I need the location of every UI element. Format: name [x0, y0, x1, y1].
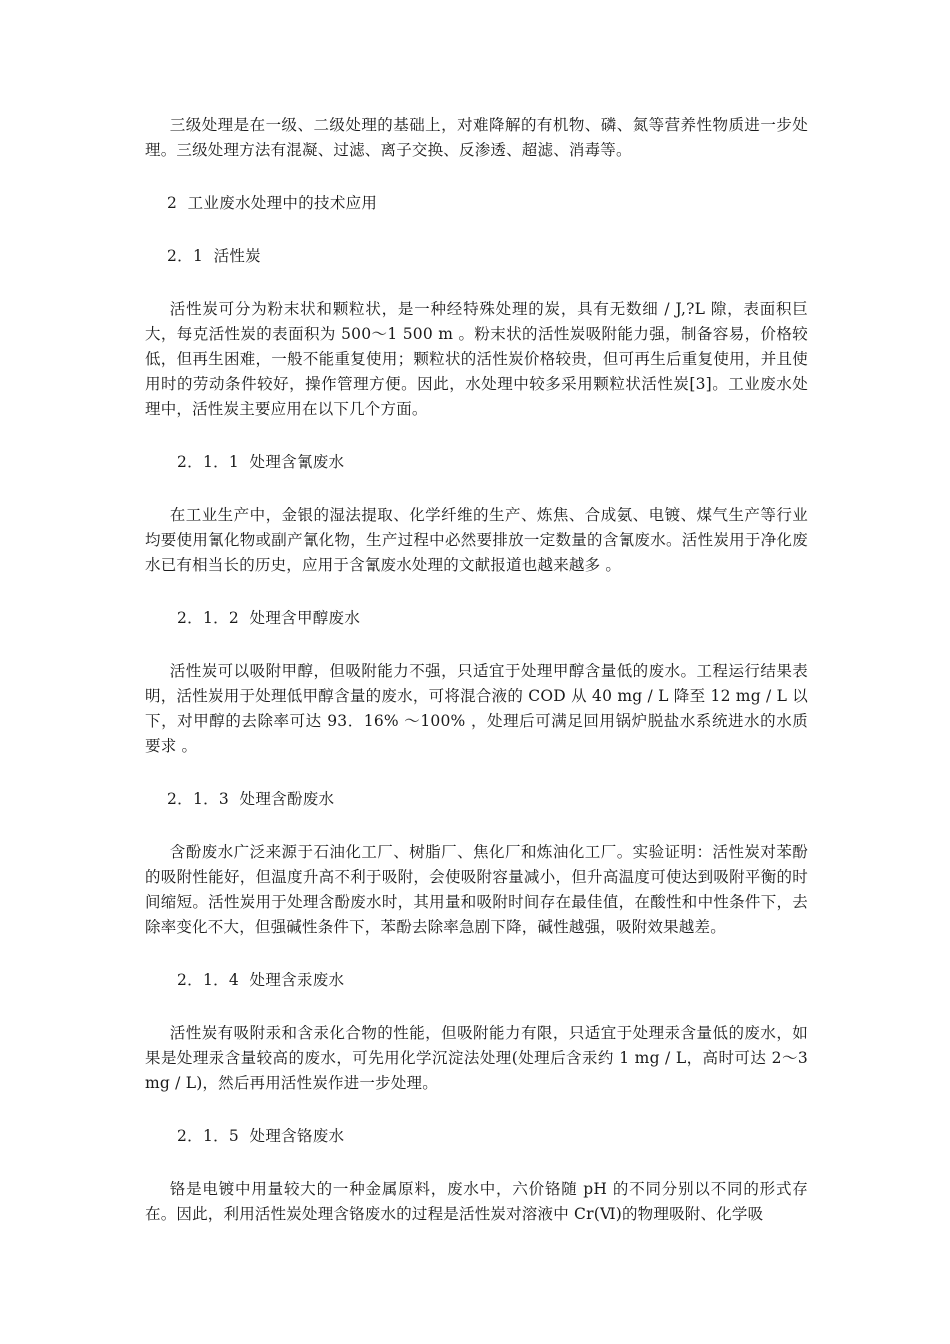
paragraph-phenol-wastewater: 含酚废水广泛来源于石油化工厂、树脂厂、焦化厂和炼油化工厂。实验证明：活性炭对苯酚的吸附性能好，但温度升高不利于吸附，会使吸附容量减小，但升高温度可使达到吸附平衡的时间缩短。活性炭用于处理含酚废水时，其用量和吸附时间存在最佳值，在酸性和中性条件下，去除率变化不大，但强碱性条件下，苯酚去除率急剧下降，碱性越强，吸附效果越差。 [145, 843, 808, 936]
section-heading-2-1-1: 2．1．1 处理含氰废水 [177, 453, 345, 471]
section-heading-2-1-2: 2．1．2 处理含甲醇废水 [177, 609, 361, 627]
paragraph-activated-carbon: 活性炭可分为粉末状和颗粒状，是一种经特殊处理的炭，具有无数细 / J,?L 隙，表面积巨大，每克活性炭的表面积为 500～1 500 m 。粉末状的活性炭吸附能力强，制备容易，价格较低，但再生困难，一般不能重复使用；颗粒状的活性炭价格较贵，但可再生后重复使用，并且使用时的劳动条件较好，操作管理方便。因此，水处理中较多采用颗粒状活性炭[3]。工业废水处理中，活性炭主要应用在以下几个方面。 [145, 300, 808, 418]
paragraph-cyanide-wastewater: 在工业生产中，金银的湿法提取、化学纤维的生产、炼焦、合成氨、电镀、煤气生产等行业均要使用氰化物或副产氰化物，生产过程中必然要排放一定数量的含氰废水。活性炭用于净化废水已有相当长的历史，应用于含氰废水处理的文献报道也越来越多 。 [145, 506, 808, 574]
document-page [145, 113, 808, 1227]
section-heading-2-1: 2．1 活性炭 [167, 247, 261, 265]
paragraph-chromium-wastewater: 铬是电镀中用量较大的一种金属原料，废水中，六价铬随 pH 的不同分别以不同的形式存在。因此，利用活性炭处理含铬废水的过程是活性炭对溶液中 Cr(Ⅵ)的物理吸附、化学吸 [145, 1180, 808, 1223]
section-heading-2: 2 工业废水处理中的技术应用 [167, 194, 378, 212]
paragraph-methanol-wastewater: 活性炭可以吸附甲醇，但吸附能力不强，只适宜于处理甲醇含量低的废水。工程运行结果表明，活性炭用于处理低甲醇含量的废水，可将混合液的 COD 从 40 mg / L 降至 12 mg / L 以下，对甲醇的去除率可达 93．16% ～100% ，处理后可满足回用锅炉脱盐水系统进水的水质要求 。 [145, 662, 808, 755]
section-heading-2-1-5: 2．1．5 处理含铬废水 [177, 1127, 345, 1145]
paragraph-mercury-wastewater: 活性炭有吸附汞和含汞化合物的性能，但吸附能力有限，只适宜于处理汞含量低的废水，如果是处理汞含量较高的废水，可先用化学沉淀法处理(处理后含汞约 1 mg / L，高时可达 2～3mg / L)，然后再用活性炭作进一步处理。 [145, 1024, 808, 1092]
paragraph-tertiary-treatment: 三级处理是在一级、二级处理的基础上，对难降解的有机物、磷、氮等营养性物质进一步处理。三级处理方法有混凝、过滤、离子交换、反渗透、超滤、消毒等。 [145, 116, 808, 159]
section-heading-2-1-4: 2．1．4 处理含汞废水 [177, 971, 345, 989]
section-heading-2-1-3: 2．1．3 处理含酚废水 [167, 790, 335, 808]
